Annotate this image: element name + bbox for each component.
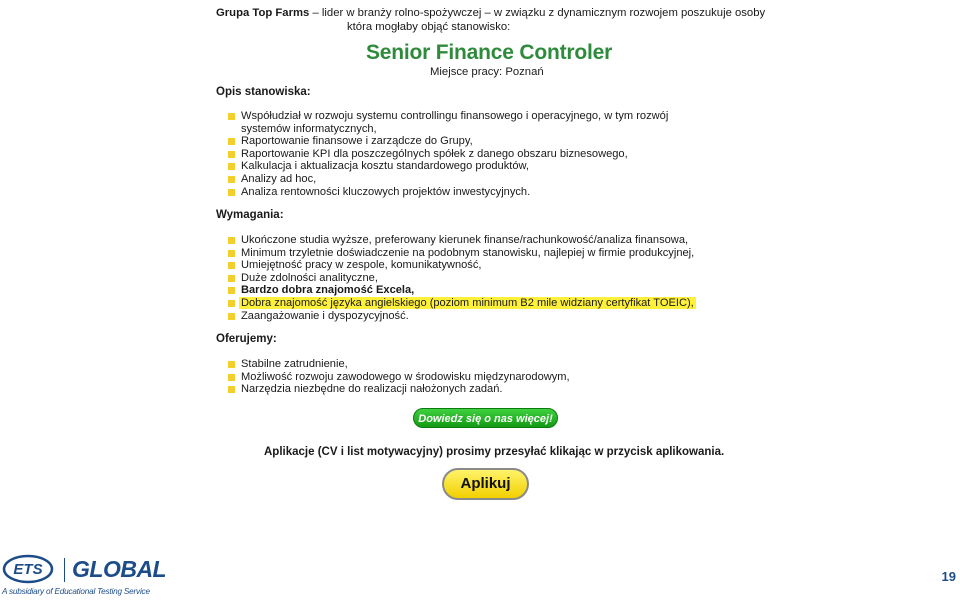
list-item: Ukończone studia wyższe, preferowany kierunek finanse/rachunkowość/analiza finansowa, <box>226 234 746 247</box>
list-item: Raportowanie KPI dla poszczególnych spółek z danego obszaru biznesowego, <box>226 148 746 161</box>
offer-list <box>226 358 746 396</box>
ets-global-logo <box>2 552 167 599</box>
bullet-icon <box>228 151 235 158</box>
company-name: Grupa Top Farms <box>216 7 310 19</box>
bullet-icon <box>228 262 235 269</box>
requirements-list <box>226 234 746 322</box>
list-item: Analizy ad hoc, <box>226 173 746 186</box>
list-item: Współudział w rozwoju systemu controllingu finansowego i operacyjnego, w tym rozwój <box>226 110 746 123</box>
logo-global-text: GLOBAL <box>72 556 167 582</box>
section-heading-offer: Oferujemy: <box>216 333 277 345</box>
list-item: Duże zdolności analityczne, <box>226 272 746 285</box>
intro-text <box>216 7 776 33</box>
job-location: Miejsce pracy: Poznań <box>430 66 544 78</box>
description-list <box>226 110 746 198</box>
bullet-icon <box>228 287 235 294</box>
bullet-icon <box>228 176 235 183</box>
ets-oval-icon <box>2 554 54 584</box>
bullet-icon <box>228 189 235 196</box>
logo-subtitle: A subsidiary of Educational Testing Service <box>2 587 150 596</box>
bullet-icon <box>228 138 235 145</box>
list-item: Umiejętność pracy w zespole, komunikatywność, <box>226 259 746 272</box>
list-item-english-highlighted: Dobra znajomość języka angielskiego (poziom minimum B2 mile widziany certyfikat TOEIC), <box>226 297 746 310</box>
page-number: 19 <box>941 569 956 584</box>
intro-line-2: która mogłaby objąć stanowisko: <box>347 21 511 33</box>
list-item: Minimum trzyletnie doświadczenie na podobnym stanowisku, najlepiej w firmie produkcyjnej, <box>226 247 746 260</box>
bullet-icon <box>228 300 235 307</box>
list-item: Analiza rentowności kluczowych projektów inwestycyjnych. <box>226 186 746 199</box>
bullet-icon <box>228 386 235 393</box>
list-item-excel: Bardzo dobra znajomość Excela, <box>226 284 746 297</box>
bullet-icon <box>228 361 235 368</box>
bullet-icon <box>228 374 235 381</box>
apply-button[interactable]: Aplikuj <box>442 468 529 500</box>
list-item: Kalkulacja i aktualizacja kosztu standardowego produktów, <box>226 160 746 173</box>
learn-more-button[interactable]: Dowiedz się o nas więcej! <box>413 408 558 428</box>
bullet-icon <box>228 275 235 282</box>
job-title: Senior Finance Controler <box>366 41 613 64</box>
list-item-continuation: systemów informatycznych, <box>241 122 377 135</box>
bullet-icon <box>228 313 235 320</box>
section-heading-requirements: Wymagania: <box>216 209 284 221</box>
apply-instructions: Aplikacje (CV i list motywacyjny) prosimy przesyłać klikając w przycisk aplikowania. <box>264 446 725 458</box>
bullet-icon <box>228 113 235 120</box>
logo-divider <box>64 558 65 582</box>
list-item: Raportowanie finansowe i zarządcze do Grupy, <box>226 135 746 148</box>
list-item: Narzędzia niezbędne do realizacji nałożonych zadań. <box>226 383 746 396</box>
bullet-icon <box>228 163 235 170</box>
section-heading-description: Opis stanowiska: <box>216 86 311 98</box>
logo-ets-text: ETS <box>13 561 43 578</box>
intro-rest: – lider w branży rolno-spożywczej – w związku z dynamicznym rozwojem poszukuje osoby <box>309 7 766 19</box>
list-item: Stabilne zatrudnienie, <box>226 358 746 371</box>
list-item: Możliwość rozwoju zawodowego w środowisku międzynarodowym, <box>226 371 746 384</box>
bullet-icon <box>228 237 235 244</box>
bullet-icon <box>228 250 235 257</box>
list-item: Zaangażowanie i dyspozycyjność. <box>226 310 746 323</box>
